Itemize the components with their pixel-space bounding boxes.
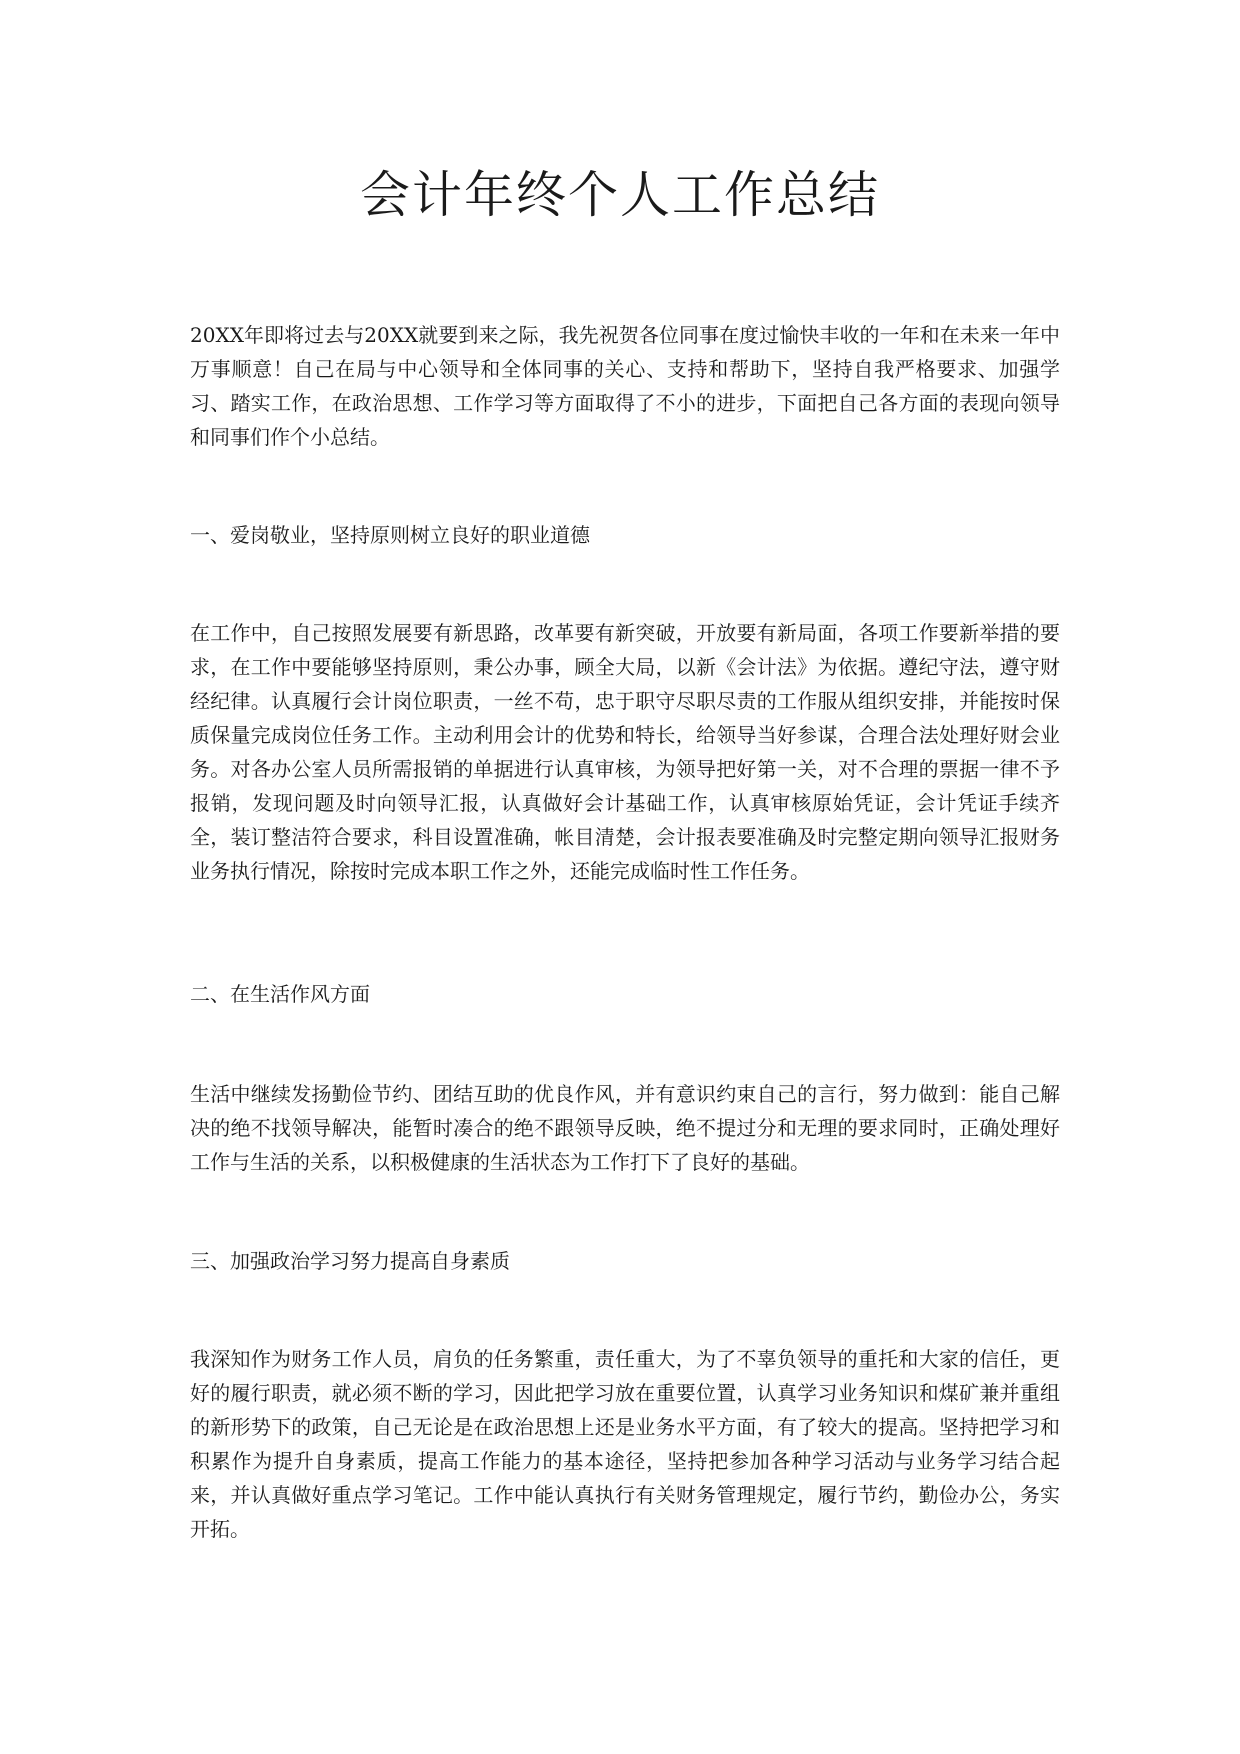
intro-paragraph: 20XX年即将过去与20XX就要到来之际，我先祝贺各位同事在度过愉快丰收的一年和在未来一年中万事顺意！自己在局与中心领导和全体同事的关心、支持和帮助下，坚持自我严格要求、加强学习、踏实工作，在政治思想、工作学习等方面取得了不小的进步，下面把自己各方面的表现向领导和同事们作个小总结。: [190, 323, 1060, 449]
section-body-3: 我深知作为财务工作人员，肩负的任务繁重，责任重大，为了不辜负领导的重托和大家的信任，更好的履行职责，就必须不断的学习，因此把学习放在重要位置，认真学习业务知识和煤矿兼并重组的新形势下的政策，自己无论是在政治思想上还是业务水平方面，有了较大的提高。坚持把学习和积累作为提升自身素质，提高工作能力的基本途径，坚持把参加各种学习活动与业务学习结合起来，并认真做好重点学习笔记。工作中能认真执行有关财务管理规定，履行节约，勤俭办公，务实开拓。: [190, 1347, 1060, 1541]
section-body-2: 生活中继续发扬勤俭节约、团结互助的优良作风，并有意识约束自己的言行，努力做到：能自己解决的绝不找领导解决，能暂时凑合的绝不跟领导反映，绝不提过分和无理的要求同时，正确处理好工作与生活的关系，以积极健康的生活状态为工作打下了良好的基础。: [190, 1082, 1060, 1174]
section-heading-1: 一、爱岗敬业，坚持原则树立良好的职业道德: [190, 523, 590, 547]
section-body-1: 在工作中，自己按照发展要有新思路，改革要有新突破，开放要有新局面，各项工作要新举措的要求，在工作中要能够坚持原则，秉公办事，顾全大局，以新《会计法》为依据。遵纪守法，遵守财经纪律。认真履行会计岗位职责，一丝不苟，忠于职守尽职尽责的工作服从组织安排，并能按时保质保量完成岗位任务工作。主动利用会计的优势和特长，给领导当好参谋，合理合法处理好财会业务。对各办公室人员所需报销的单据进行认真审核，为领导把好第一关，对不合理的票据一律不予报销，发现问题及时向领导汇报，认真做好会计基础工作，认真审核原始凭证，会计凭证手续齐全，装订整洁符合要求，科目设置准确，帐目清楚，会计报表要准确及时完整定期向领导汇报财务业务执行情况，除按时完成本职工作之外，还能完成临时性工作任务。: [190, 621, 1060, 883]
document-title: 会计年终个人工作总结: [360, 166, 880, 224]
section-heading-3: 三、加强政治学习努力提高自身素质: [190, 1249, 510, 1273]
section-heading-2: 二、在生活作风方面: [190, 982, 370, 1006]
